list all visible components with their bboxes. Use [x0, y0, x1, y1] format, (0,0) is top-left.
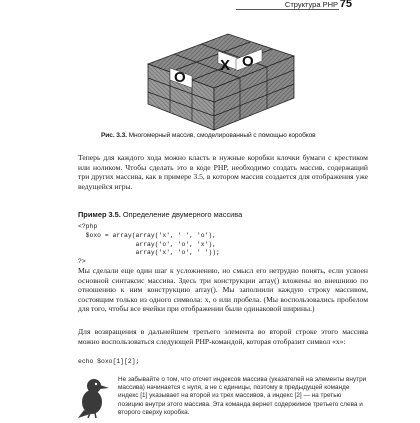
page-number: 75: [339, 0, 352, 10]
paragraph-1: Теперь для каждого хода можно класть в нужные коробки клочки бумаги с крестиком или ноликом. Чтобы сделать это в коде PHP, необходимо создать массив, содержащий три других массива, как в примере 3.5, в котором массив создается для отображения уже ведущейся игры.: [78, 153, 368, 191]
paragraph-3: Для возвращения в дальнейшем третьего элемента во второй строке этого массива можно воспользоваться следующей PHP-командой, которая отобразит символ «x»:: [78, 327, 368, 346]
page-header: [0, 0, 420, 12]
figure-caption: [101, 132, 361, 139]
caption-text: Многомерный массив, смоделированный с помощью коробков: [128, 132, 316, 139]
cell-2-label: O: [242, 53, 254, 70]
listing-title-text: Определение двумерного массива: [122, 210, 243, 219]
code-listing: <?php $oxo = array(array('x', ' ', 'o'), array('o', 'o', 'x'), array('x', 'o', ' ')); ?>: [78, 223, 220, 266]
cell-1-label: X: [220, 57, 231, 74]
paragraph-2: Мы сделали еще один шаг к усложнению, но смысл его нетрудно понять, если усвоен основной синтаксис массива. Здесь три конструкции array() вложены во внешнюю по отношению к ним конструкцию array(). Мы заполнили каждую строку массивом, состоящим только из одного символа: x, o или пробела. (Мы воспользовались пробелом для того, чтобы все ячейки при отображении были одинаковой ширины.): [78, 266, 368, 314]
listing-title: [78, 210, 242, 219]
listing-label: Пример 3.5.: [78, 210, 121, 219]
note-box: [74, 374, 370, 418]
cell-0-label: O: [174, 69, 186, 86]
matchbox-array-figure: [140, 12, 300, 134]
header-rule: [236, 9, 339, 10]
note-text: Не забывайте о том, что отсчет индексов массива (указателей на элементы внутри массива) начинается с нуля, а не с единицы, поэтому в предыдущей команде индекс [1] указывает на второй из трех массивов, а индекс [2] — на третью позицию внутри этого массива. Эта команда вернет содержимое третьего слева и второго сверху коробка.: [118, 376, 367, 416]
running-title: Структура PHP: [284, 0, 338, 9]
raven-icon: [74, 374, 110, 418]
caption-label: Рис. 3.3.: [101, 132, 127, 139]
code-snippet: echo $oxo[1][2];: [78, 358, 140, 365]
